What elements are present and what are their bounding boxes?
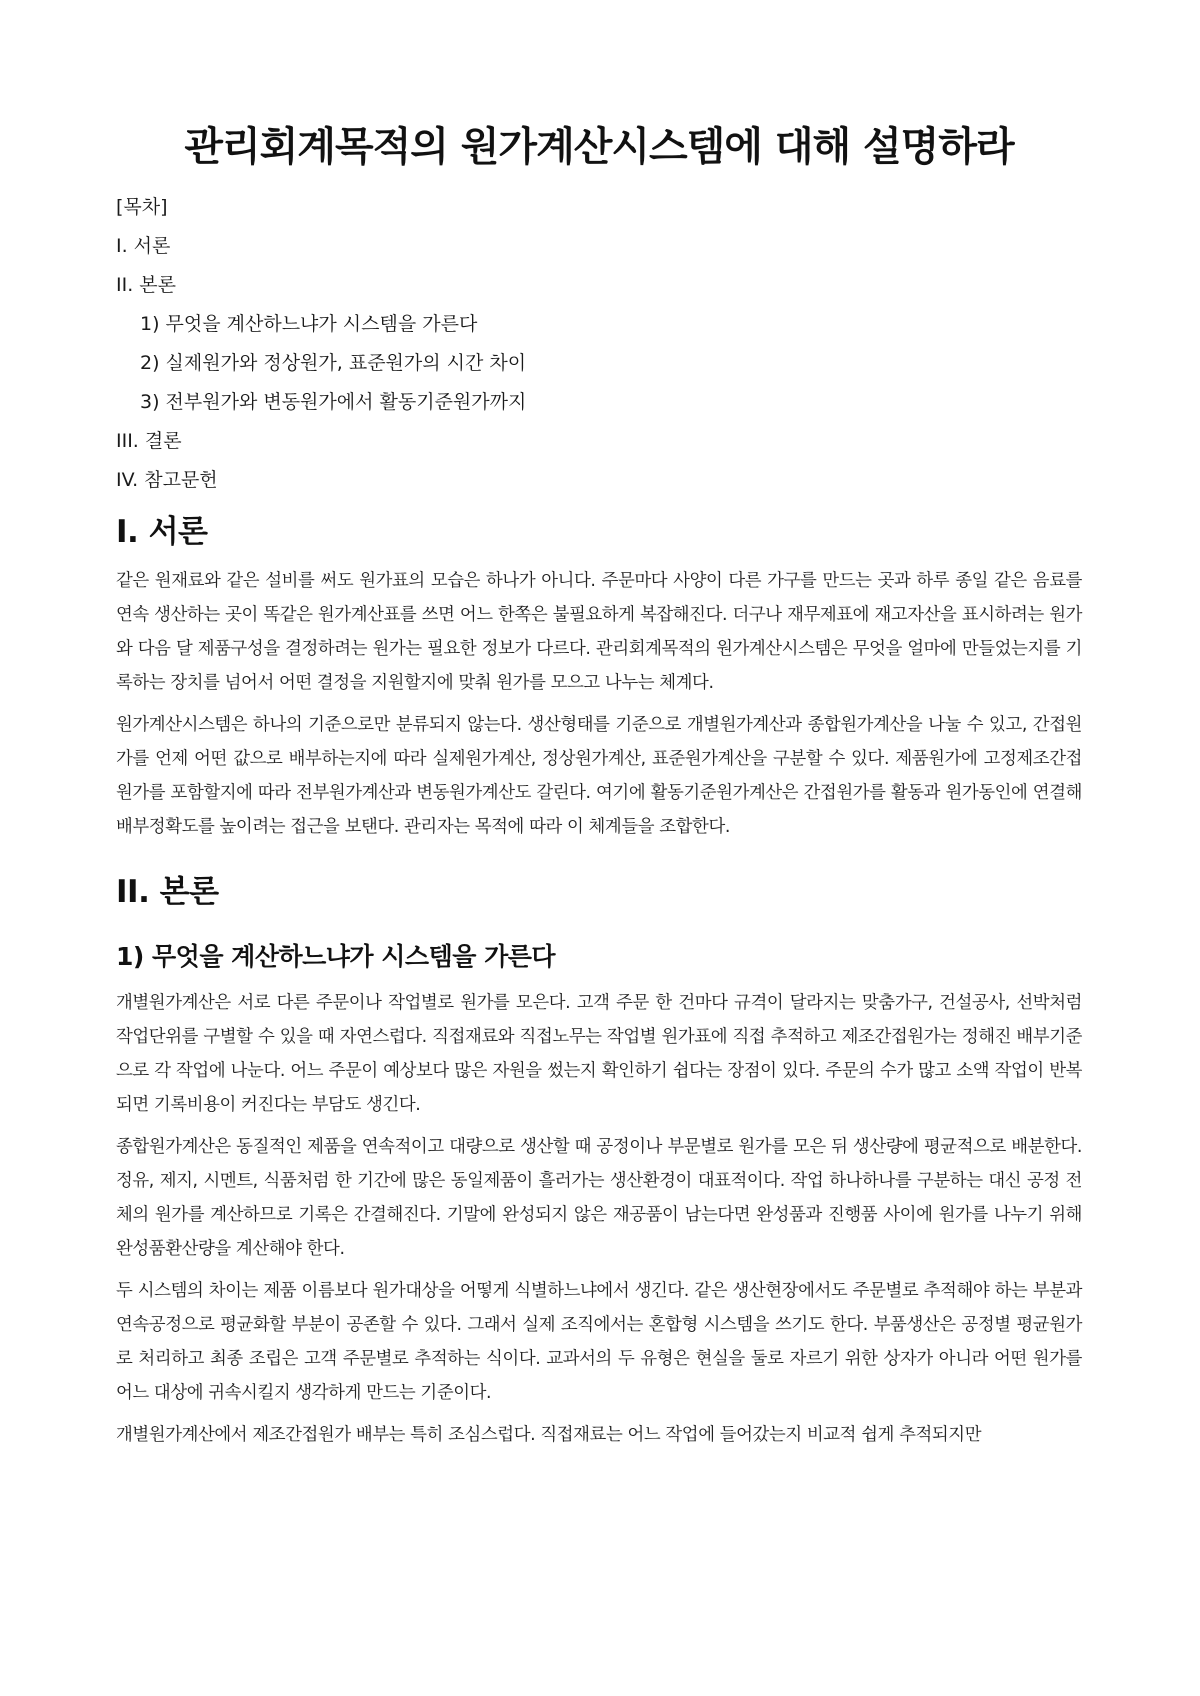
toc-item-body-sub2: 2) 실제원가와 정상원가, 표준원가의 시간 차이 [140, 352, 527, 374]
subsection-heading-1: 1) 무엇을 계산하느냐가 시스템을 가른다 [116, 942, 556, 971]
toc-item-references: IV. 참고문헌 [116, 469, 218, 491]
intro-paragraph: 원가계산시스템은 하나의 기준으로만 분류되지 않는다. 생산형태를 기준으로 개별원가계산과 종합원가계산을 나눌 수 있고, 간접원가를 언제 어떤 값으로 배부하는지에 따라 실제원가계산, 정상원가계산, 표준원가계산을 구분할 수 있다. 제품원가에 고정제조간접원가를 포함할지에 따라 전부원가계산과 변동원가계산도 갈린다. 여기에 활동기준원가계산은 간접원가를 활동과 원가동인에 연결해 배부정확도를 높이려는 접근을 보탠다. 관리자는 목적에 따라 이 체계들을 조합한다. [116, 715, 1082, 837]
intro-paragraph: 같은 원재료와 같은 설비를 써도 원가표의 모습은 하나가 아니다. 주문마다 사양이 다른 가구를 만드는 곳과 하루 종일 같은 음료를 연속 생산하는 곳이 똑같은 원가계산표를 쓰면 어느 한쪽은 불필요하게 복잡해진다. 더구나 재무제표에 재고자산을 표시하려는 원가와 다음 달 제품구성을 결정하려는 원가는 필요한 정보가 다르다. 관리회계목적의 원가계산시스템은 무엇을 얼마에 만들었는지를 기록하는 장치를 넘어서 어떤 결정을 지원할지에 맞춰 원가를 모으고 나누는 체계다. [116, 571, 1082, 693]
toc-label: [목차] [116, 196, 168, 218]
toc-item-intro: I. 서론 [116, 235, 171, 257]
section-heading-body: II. 본론 [116, 874, 219, 910]
toc-item-conclusion: III. 결론 [116, 430, 182, 452]
toc-item-body: II. 본론 [116, 274, 176, 296]
body-paragraph: 개별원가계산은 서로 다른 주문이나 작업별로 원가를 모은다. 고객 주문 한 건마다 규격이 달라지는 맞춤가구, 건설공사, 선박처럼 작업단위를 구별할 수 있을 때 자연스럽다. 직접재료와 직접노무는 작업별 원가표에 직접 추적하고 제조간접원가는 정해진 배부기준으로 각 작업에 나눈다. 어느 주문이 예상보다 많은 자원을 썼는지 확인하기 쉽다는 장점이 있다. 주문의 수가 많고 소액 작업이 반복되면 기록비용이 커진다는 부담도 생긴다. [116, 993, 1082, 1115]
toc-item-body-sub3: 3) 전부원가와 변동원가에서 활동기준원가까지 [140, 391, 527, 413]
document-title: 관리회계목적의 원가계산시스템에 대해 설명하라 [184, 124, 1014, 170]
table-of-contents [116, 196, 1082, 491]
toc-item-body-sub1: 1) 무엇을 계산하느냐가 시스템을 가른다 [140, 313, 478, 335]
body-paragraph: 개별원가계산에서 제조간접원가 배부는 특히 조심스럽다. 직접재료는 어느 작업에 들어갔는지 비교적 쉽게 추적되지만 [116, 1425, 982, 1445]
body-paragraph: 두 시스템의 차이는 제품 이름보다 원가대상을 어떻게 식별하느냐에서 생긴다. 같은 생산현장에서도 주문별로 추적해야 하는 부분과 연속공정으로 평균화할 부분이 공존할 수 있다. 그래서 실제 조직에서는 혼합형 시스템을 쓰기도 한다. 부품생산은 공정별 평균원가로 처리하고 최종 조립은 고객 주문별로 추적하는 식이다. 교과서의 두 유형은 현실을 둘로 자르기 위한 상자가 아니라 어떤 원가를 어느 대상에 귀속시킬지 생각하게 만드는 기준이다. [116, 1281, 1083, 1403]
body-paragraph: 종합원가계산은 동질적인 제품을 연속적이고 대량으로 생산할 때 공정이나 부문별로 원가를 모은 뒤 생산량에 평균적으로 배분한다. 정유, 제지, 시멘트, 식품처럼 한 기간에 많은 동일제품이 흘러가는 생산환경이 대표적이다. 작업 하나하나를 구분하는 대신 공정 전체의 원가를 계산하므로 기록은 간결해진다. 기말에 완성되지 않은 재공품이 남는다면 완성품과 진행품 사이에 원가를 나누기 위해 완성품환산량을 계산해야 한다. [116, 1137, 1082, 1259]
section-heading-intro: I. 서론 [116, 514, 208, 550]
